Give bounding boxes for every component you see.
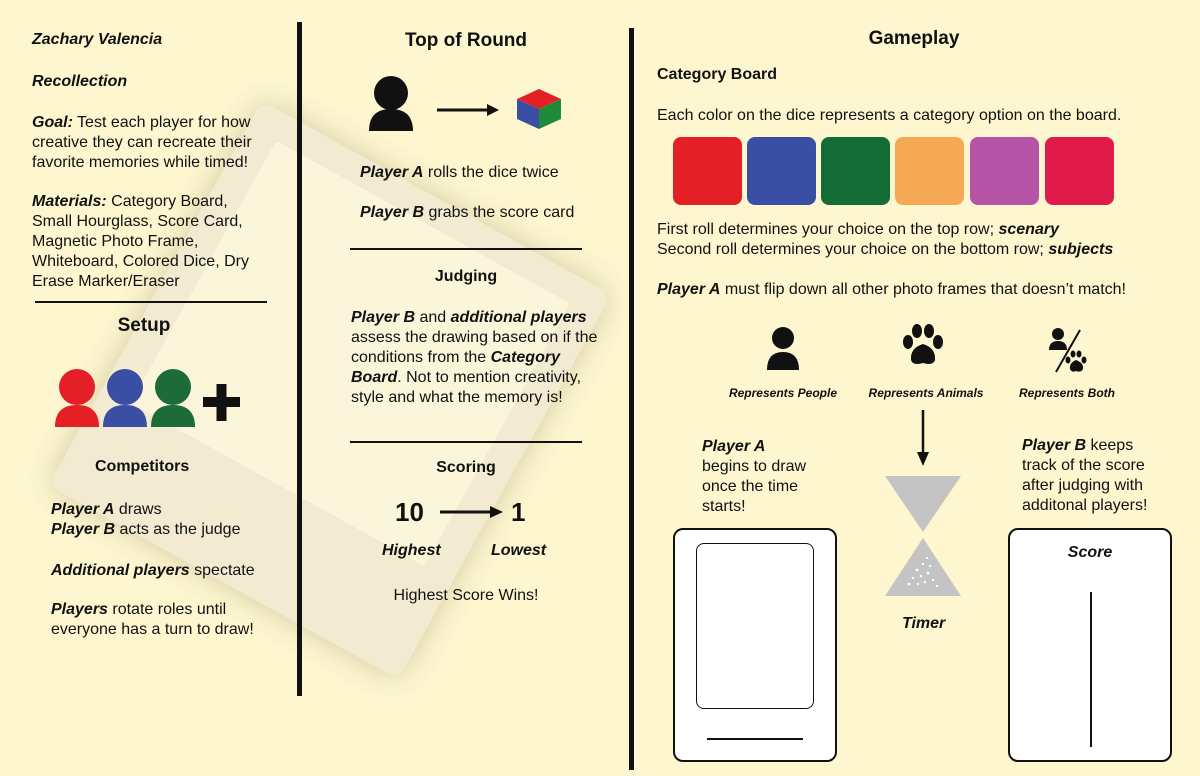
flip-bold: Player A bbox=[657, 281, 721, 298]
goal-label: Goal: bbox=[32, 114, 73, 131]
goal-text bbox=[32, 113, 267, 173]
player-icon-green bbox=[151, 369, 195, 427]
role-player-b-bold: Player B bbox=[51, 521, 116, 538]
people-and-animals-icon bbox=[1048, 326, 1088, 376]
judging-and: and bbox=[415, 309, 451, 326]
roll-two-body: Second roll determines your choice on the bottom row; bbox=[657, 241, 1049, 258]
setup-divider bbox=[35, 301, 267, 303]
gameplay-title: Gameplay bbox=[868, 28, 960, 49]
judging-title: Judging bbox=[434, 268, 498, 285]
score-low-label: Lowest bbox=[491, 542, 547, 559]
role-additional bbox=[51, 561, 255, 581]
step-roll-bold: Player A bbox=[360, 164, 424, 181]
judging-body-1: assess the drawing based on if the conditions from the bbox=[351, 329, 598, 366]
timer-label: Timer bbox=[902, 615, 946, 632]
judging-player-b: Player B bbox=[351, 309, 416, 326]
step-roll-dice bbox=[360, 163, 559, 183]
role-player-a bbox=[51, 500, 162, 520]
score-card-title: Score bbox=[1067, 544, 1113, 561]
column-divider-right bbox=[629, 28, 634, 770]
roll-dice-illustration bbox=[365, 75, 570, 135]
top-of-round-title: Top of Round bbox=[404, 30, 528, 51]
role-rotate-bold: Players bbox=[51, 601, 108, 618]
materials-label: Materials: bbox=[32, 193, 107, 210]
roll-one-text bbox=[657, 220, 1059, 240]
materials-body: Category Board, Small Hourglass, Score Card, Magnetic Photo Frame, Whiteboard, Colored Dice, Dry Erase Marker/Eraser bbox=[32, 193, 249, 290]
person-icon bbox=[369, 76, 413, 131]
flip-body: must flip down all other photo frames that doesn’t match! bbox=[720, 281, 1126, 298]
category-swatch-red bbox=[673, 137, 742, 205]
role-additional-bold: Additional players bbox=[51, 562, 190, 579]
person-icon bbox=[765, 326, 801, 372]
whiteboard bbox=[673, 528, 837, 762]
category-swatch-purple bbox=[970, 137, 1039, 205]
roll-one-body: First roll determines your choice on the top row; bbox=[657, 221, 999, 238]
role-additional-text: spectate bbox=[189, 562, 255, 579]
score-card-divider bbox=[1090, 592, 1092, 747]
step-roll-text: rolls the dice twice bbox=[423, 164, 559, 181]
hourglass-icon bbox=[883, 474, 963, 598]
legend-animals: Represents Animals bbox=[868, 386, 984, 400]
score-card bbox=[1008, 528, 1172, 762]
whiteboard-drawing-area bbox=[696, 543, 814, 709]
role-player-b bbox=[51, 520, 240, 540]
step-score-card bbox=[360, 203, 574, 223]
roll-two-bold: subjects bbox=[1048, 241, 1114, 258]
arrow-down-icon bbox=[914, 410, 932, 468]
role-rotate bbox=[51, 600, 266, 640]
judging-category-board: Category Board bbox=[351, 349, 560, 386]
score-low-value: 1 bbox=[511, 497, 526, 527]
legend-people: Represents People bbox=[728, 386, 838, 400]
score-high-value: 10 bbox=[395, 497, 424, 527]
column-divider-left bbox=[297, 22, 302, 696]
plus-icon bbox=[203, 384, 240, 421]
arrow-right-icon bbox=[437, 104, 499, 116]
category-swatch-blue bbox=[747, 137, 816, 205]
flip-text bbox=[657, 280, 1126, 300]
legend-both: Represents Both bbox=[1018, 386, 1116, 400]
roll-two-text bbox=[657, 240, 1113, 260]
scoring-divider bbox=[350, 441, 582, 443]
player-b-body: keeps track of the score after judging with additonal players! bbox=[1022, 437, 1148, 514]
player-icon-red bbox=[55, 369, 99, 427]
dice-icon bbox=[517, 89, 561, 129]
judging-body-2: . Not to mention creativity, style and what the memory is! bbox=[351, 369, 582, 406]
player-b-bold: Player B bbox=[1022, 437, 1087, 454]
player-a-bold: Player A bbox=[702, 438, 766, 455]
role-player-a-text: draws bbox=[114, 501, 162, 518]
role-rotate-text: rotate roles until everyone has a turn to draw! bbox=[51, 601, 254, 638]
author-name: Zachary Valencia bbox=[32, 31, 163, 48]
competitors-icons bbox=[52, 367, 252, 429]
category-swatch-crimson bbox=[1045, 137, 1114, 205]
setup-title: Setup bbox=[117, 315, 171, 336]
game-title: Recollection bbox=[32, 73, 128, 90]
roll-one-bold: scenary bbox=[998, 221, 1059, 238]
category-swatch-green bbox=[821, 137, 890, 205]
arrow-right-icon bbox=[440, 503, 505, 521]
scoring-note: Highest Score Wins! bbox=[393, 587, 539, 604]
whiteboard-tray-line bbox=[707, 738, 803, 740]
category-swatch-orange bbox=[895, 137, 964, 205]
category-board-title: Category Board bbox=[657, 66, 778, 83]
scoring-title: Scoring bbox=[436, 459, 496, 476]
player-icon-blue bbox=[103, 369, 147, 427]
step-score-text: grabs the score card bbox=[424, 204, 575, 221]
materials-text bbox=[32, 192, 267, 292]
judging-text bbox=[351, 308, 601, 408]
player-a-instruction bbox=[702, 437, 822, 517]
step-score-bold: Player B bbox=[360, 204, 425, 221]
role-player-b-text: acts as the judge bbox=[115, 521, 241, 538]
competitors-label: Competitors bbox=[95, 458, 190, 475]
judging-divider bbox=[350, 248, 582, 250]
role-player-a-bold: Player A bbox=[51, 501, 115, 518]
paw-icon bbox=[900, 322, 946, 368]
judging-additional: additional players bbox=[450, 309, 587, 326]
goal-body: Test each player for how creative they can recreate their favorite memories while timed! bbox=[32, 114, 252, 171]
player-b-instruction bbox=[1022, 436, 1172, 516]
score-high-label: Highest bbox=[382, 542, 441, 559]
gameplay-intro: Each color on the dice represents a category option on the board. bbox=[657, 107, 1122, 124]
player-a-body: begins to draw once the time starts! bbox=[702, 458, 807, 515]
